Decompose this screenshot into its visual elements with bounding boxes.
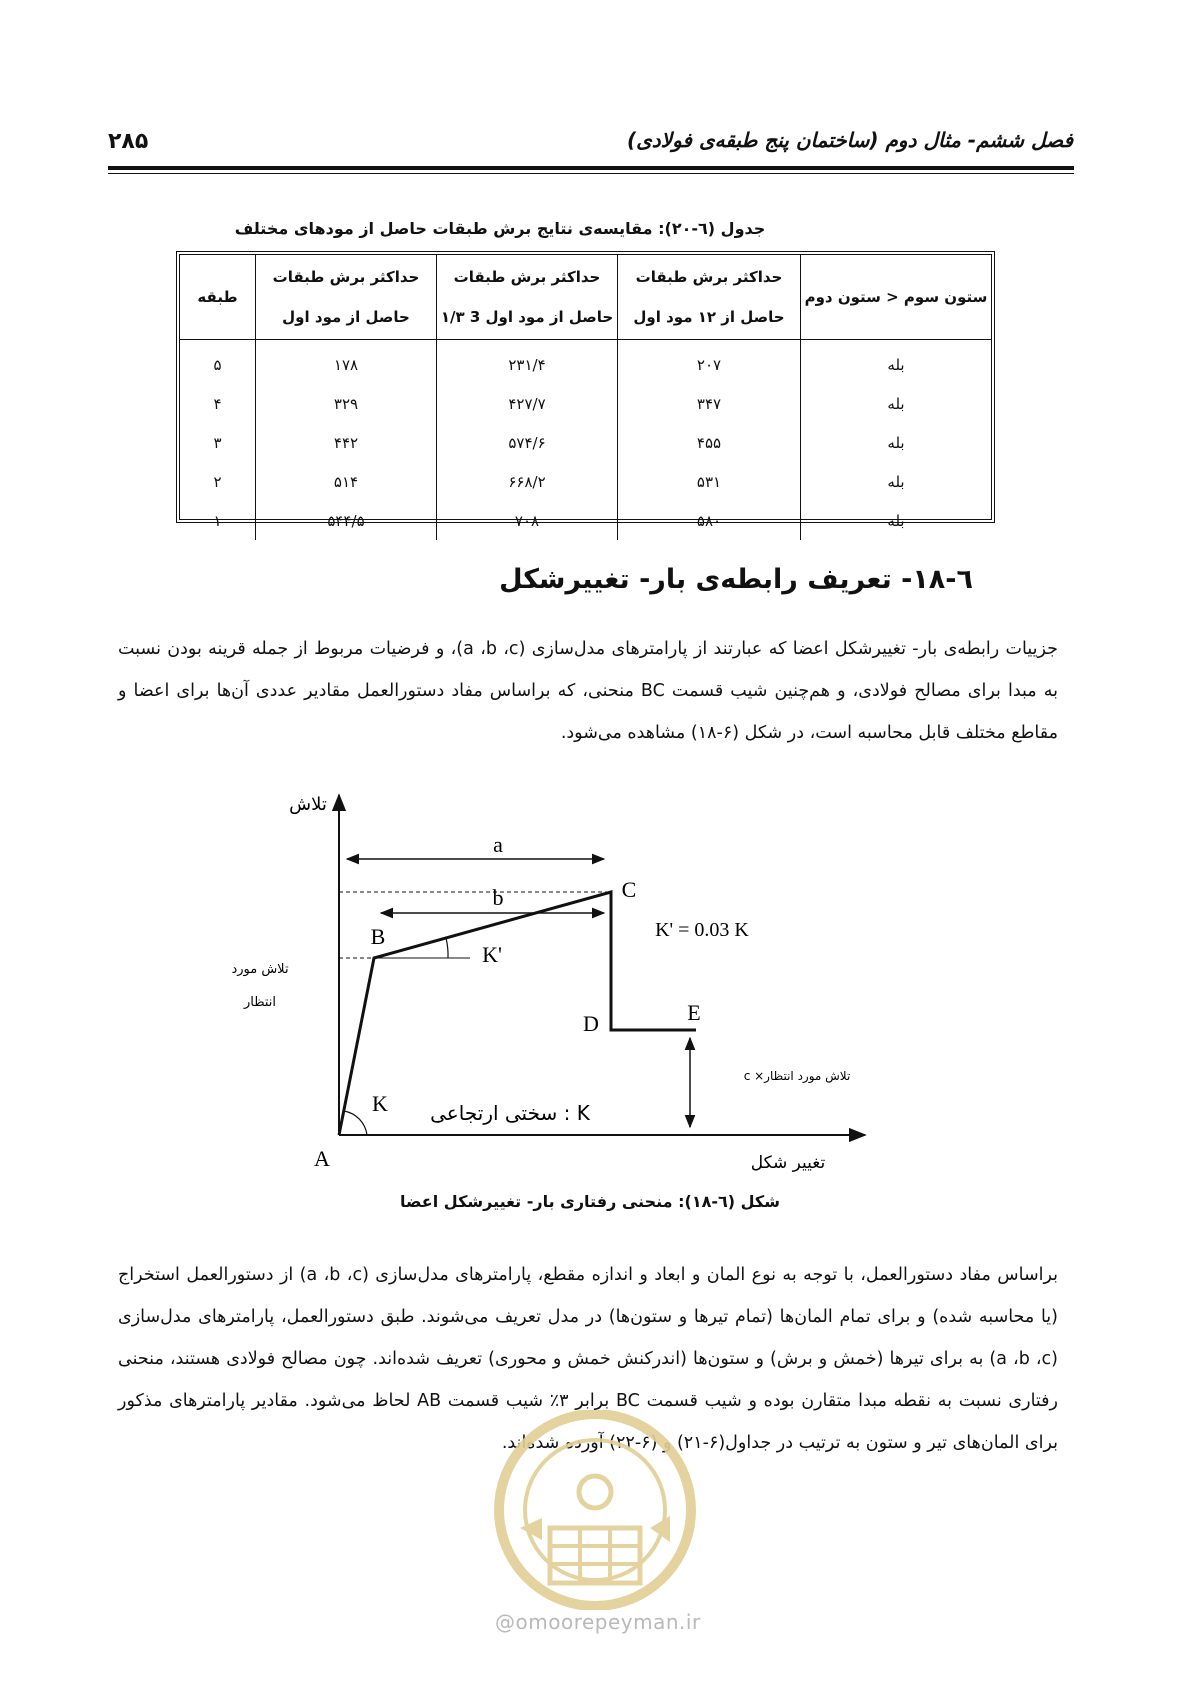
k-label: K <box>372 1091 388 1116</box>
table-row <box>180 384 991 423</box>
y-axis-label: تلاش <box>289 794 327 815</box>
stiffness-label: K : سختی ارتجاعی <box>430 1101 590 1125</box>
table-cell: ۵۴۴/۵ <box>256 501 437 540</box>
angle-arc-k-prime <box>446 938 448 958</box>
header-rule <box>108 166 1074 170</box>
table-row <box>180 462 991 501</box>
section-heading: ٦-۱۸- تعریف رابطه‌ی بار- تغییرشکل <box>499 564 973 595</box>
dimension-b-label: b <box>492 885 504 910</box>
table-cell: بله <box>801 501 992 540</box>
stiffness-equation: K' = 0.03 K <box>655 919 749 941</box>
table-cell: ۵۸۰ <box>618 501 801 540</box>
table-row <box>180 501 991 540</box>
watermark-url: @omoorepeyman.ir <box>495 1610 701 1634</box>
header-rule-thin <box>108 173 1074 174</box>
col-header-story: طبقه <box>180 255 256 340</box>
table-cell: ۴۵۵ <box>618 423 801 462</box>
table-cell: ۴۴۲ <box>256 423 437 462</box>
table-cell: ۱ <box>213 511 222 530</box>
table-cell: بله <box>801 384 992 423</box>
page-number: ۲۸۵ <box>108 129 149 154</box>
col-header-12-modes: حداکثر برش طبقات حاصل از ۱۲ مود اول <box>618 255 801 340</box>
table-cell: بله <box>801 340 992 385</box>
point-d-label: D <box>583 1011 599 1036</box>
angle-arc-k <box>344 1111 367 1135</box>
table-cell: ۱۷۸ <box>256 340 437 385</box>
col-header-comparison: ستون سوم < ستون دوم <box>801 255 992 340</box>
table-cell: ۵۱۴ <box>256 462 437 501</box>
residual-strength-label: تلاش مورد انتظار× c <box>743 1069 851 1083</box>
table-row <box>180 340 991 385</box>
x-axis-label: تغییر شکل <box>750 1153 826 1173</box>
table-cell: بله <box>801 423 992 462</box>
point-e-label: E <box>687 1000 701 1025</box>
seal-icon <box>480 1410 710 1610</box>
table-cell: ۵۷۴/۶ <box>437 423 618 462</box>
point-a-label: A <box>314 1146 330 1171</box>
table-cell: بله <box>801 462 992 501</box>
table-cell: ۷۰۸ <box>437 501 618 540</box>
table-cell: ۵۳۱ <box>618 462 801 501</box>
dimension-a-label: a <box>493 832 503 857</box>
table-cell: ۴۲۷/۷ <box>437 384 618 423</box>
table-cell: ۴ <box>213 394 222 413</box>
table-cell: ۲ <box>213 472 222 491</box>
col-header-first-mode: حداکثر برش طبقات حاصل از مود اول <box>256 255 437 340</box>
table-row <box>180 423 991 462</box>
table-cell: ۵ <box>213 355 222 374</box>
expected-force-label: تلاش مورد <box>231 962 289 977</box>
figure-caption: شکل (٦-۱۸): منحنی رفتاری بار- تغییرشکل اعضا <box>400 1192 780 1211</box>
shear-comparison-table <box>176 251 995 530</box>
table-caption: جدول (٦-۲۰): مقایسه‌ی نتایج برش طبقات حاصل از مودهای مختلف <box>234 219 766 238</box>
paragraph: جزییات رابطه‌ی بار- تغییرشکل اعضا که عبارتند از پارامترهای مدل‌سازی (a ،b ،c)، و فرضیات مربوط از جمله قرینه بودن نسبت به مبدا برای مصالح فولادی، و هم‌چنین شیب قسمت BC منحنی، که براساس مفاد دستورالعمل مقادیر عددی آن‌ها برای اعضا و مقاطع مختلف قابل محاسبه است، در شکل (۶-۱۸) مشاهده می‌شود. <box>118 639 1058 743</box>
table-cell: ۶۶۸/۲ <box>437 462 618 501</box>
table-cell: ۳۴۷ <box>618 384 801 423</box>
expected-force-label-line2: انتظار <box>243 995 277 1010</box>
table-header-row <box>180 255 991 340</box>
col-header-first-mode-scaled: حداکثر برش طبقات حاصل از مود اول 3 ۱/۳ <box>437 255 618 340</box>
k-prime-label: K' <box>482 942 502 967</box>
point-c-label: C <box>621 877 637 902</box>
table-cell: ۲۳۱/۴ <box>437 340 618 385</box>
table-cell: ۳۲۹ <box>256 384 437 423</box>
load-deformation-figure <box>220 780 920 1180</box>
point-b-label: B <box>370 924 386 949</box>
running-header: فصل ششم- مثال دوم (ساختمان پنج طبقه‌ی فولادی) <box>626 128 1073 152</box>
table-cell: ۲۰۷ <box>618 340 801 385</box>
load-deformation-curve <box>339 892 696 1135</box>
table-cell: ۳ <box>213 433 222 452</box>
paragraph: براساس مفاد دستورالعمل، با توجه به نوع المان و ابعاد و اندازه مقطع، پارامترهای مدل‌سازی (a ،b ،c) از دستورالعمل استخراج (یا محاسبه شده) و برای تمام المان‌ها (تمام تیرها و ستون‌ها) در مدل تعریف می‌شوند. طبق دستورالعمل، پارامترهای مدل‌سازی (a ،b ،c) به برای تیرها (خمش و برش) و ستون‌ها (اندرکنش خمش و محوری) تعریف شده‌اند. چون مصالح فولادی هستند، منحنی رفتاری نسبت به نقطه مبدا متقارن بوده و شیب قسمت BC برابر ۳٪ شیب قسمت AB لحاظ می‌شود. مقادیر پارامترهای مذکور برای المان‌های تیر و ستون به ترتیب در جداول(۶-۲۱) و (۶-۲۲) آورده شده‌اند. <box>118 1265 1058 1453</box>
